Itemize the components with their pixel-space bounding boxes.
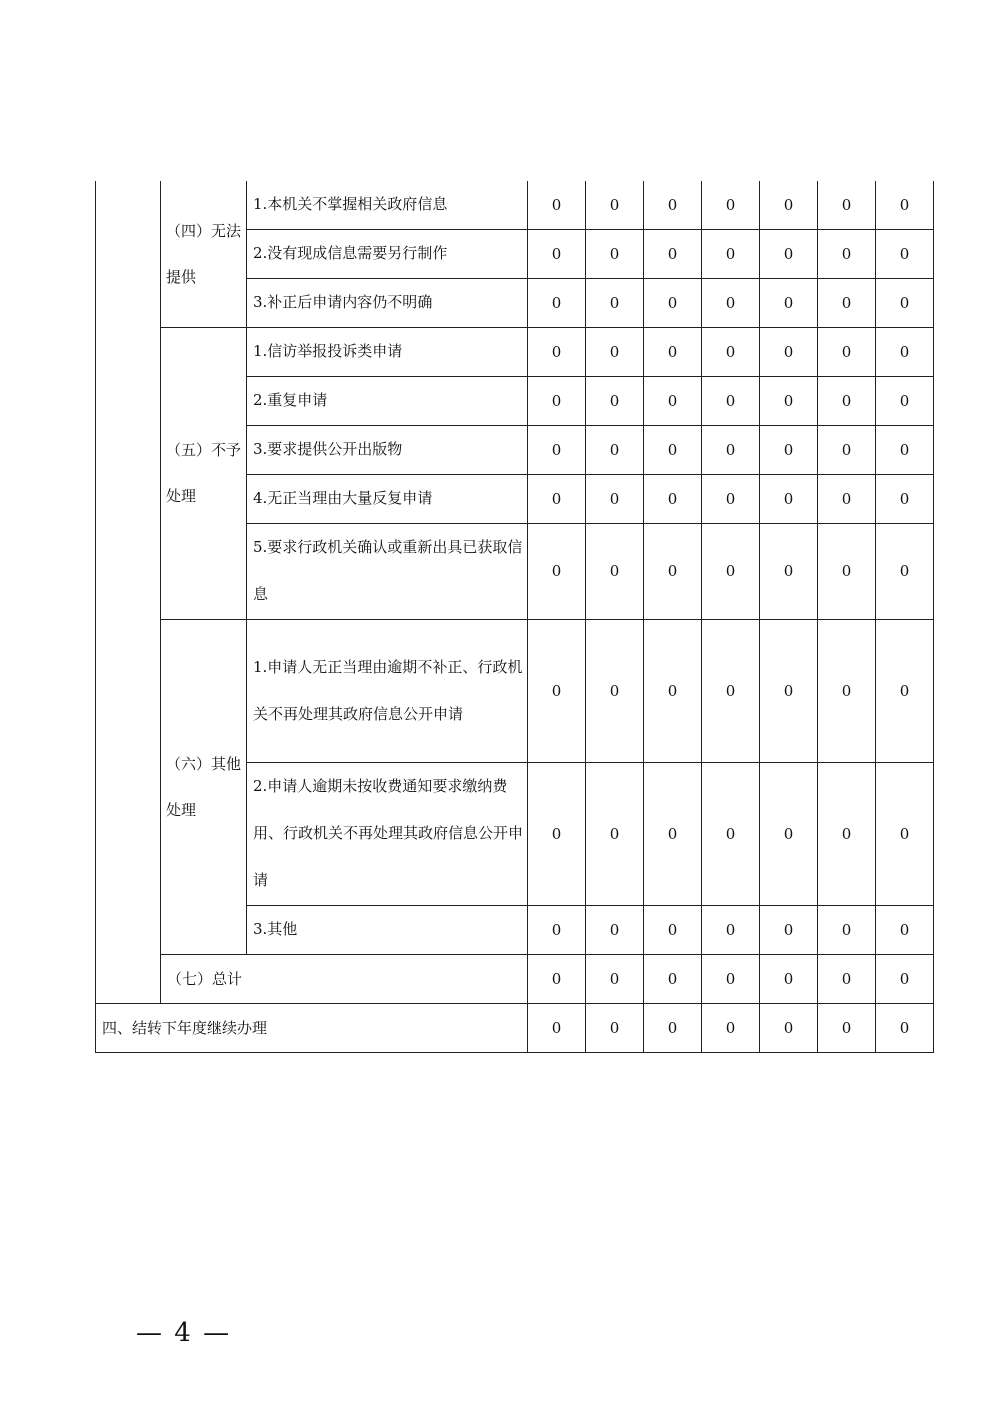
value-cell: 0 (702, 278, 760, 327)
carryover-label: 四、结转下年度继续办理 (96, 1003, 528, 1052)
value-cell: 0 (528, 619, 586, 762)
value-cell: 0 (702, 327, 760, 376)
value-cell: 0 (586, 954, 644, 1003)
value-cell: 0 (876, 181, 934, 229)
value-cell: 0 (760, 376, 818, 425)
value-cell: 0 (644, 474, 702, 523)
value-cell: 0 (818, 1003, 876, 1052)
value-cell: 0 (876, 425, 934, 474)
value-cell: 0 (644, 376, 702, 425)
value-cell: 0 (702, 376, 760, 425)
value-cell: 0 (818, 954, 876, 1003)
value-cell: 0 (586, 229, 644, 278)
value-cell: 0 (876, 954, 934, 1003)
value-cell: 0 (644, 278, 702, 327)
group-label: （四）无法提供 (161, 181, 247, 327)
table-row (96, 619, 934, 762)
value-cell: 0 (876, 278, 934, 327)
value-cell: 0 (644, 905, 702, 954)
value-cell: 0 (760, 619, 818, 762)
value-cell: 0 (760, 523, 818, 619)
value-cell: 0 (760, 229, 818, 278)
page-number: — 4 — (136, 1318, 232, 1348)
value-cell: 0 (528, 376, 586, 425)
value-cell: 0 (528, 1003, 586, 1052)
row-label: 1.申请人无正当理由逾期不补正、行政机关不再处理其政府信息公开申请 (247, 619, 528, 762)
value-cell: 0 (818, 523, 876, 619)
value-cell: 0 (760, 762, 818, 905)
row-label: 3.补正后申请内容仍不明确 (247, 278, 528, 327)
value-cell: 0 (760, 181, 818, 229)
value-cell: 0 (760, 905, 818, 954)
value-cell: 0 (586, 425, 644, 474)
value-cell: 0 (644, 523, 702, 619)
value-cell: 0 (586, 278, 644, 327)
value-cell: 0 (818, 619, 876, 762)
value-cell: 0 (818, 376, 876, 425)
value-cell: 0 (818, 327, 876, 376)
value-cell: 0 (818, 181, 876, 229)
value-cell: 0 (528, 474, 586, 523)
value-cell: 0 (760, 954, 818, 1003)
table-row (96, 181, 934, 229)
value-cell: 0 (644, 181, 702, 229)
value-cell: 0 (876, 762, 934, 905)
row-label: 3.要求提供公开出版物 (247, 425, 528, 474)
value-cell: 0 (528, 327, 586, 376)
value-cell: 0 (702, 523, 760, 619)
value-cell: 0 (644, 619, 702, 762)
value-cell: 0 (702, 229, 760, 278)
value-cell: 0 (586, 376, 644, 425)
value-cell: 0 (876, 327, 934, 376)
value-cell: 0 (876, 229, 934, 278)
value-cell: 0 (760, 474, 818, 523)
value-cell: 0 (644, 762, 702, 905)
statistics-table-body (96, 181, 934, 1052)
value-cell: 0 (876, 1003, 934, 1052)
carryover-row (96, 1003, 934, 1052)
value-cell: 0 (586, 1003, 644, 1052)
section-column-blank (96, 181, 161, 1003)
value-cell: 0 (818, 905, 876, 954)
value-cell: 0 (702, 181, 760, 229)
value-cell: 0 (586, 181, 644, 229)
row-label: 5.要求行政机关确认或重新出具已获取信息 (247, 523, 528, 619)
statistics-table (95, 181, 934, 1053)
value-cell: 0 (586, 905, 644, 954)
value-cell: 0 (818, 474, 876, 523)
value-cell: 0 (760, 425, 818, 474)
value-cell: 0 (760, 327, 818, 376)
value-cell: 0 (586, 327, 644, 376)
value-cell: 0 (586, 619, 644, 762)
value-cell: 0 (876, 376, 934, 425)
group-label: （五）不予处理 (161, 327, 247, 619)
row-label: 1.信访举报投诉类申请 (247, 327, 528, 376)
value-cell: 0 (644, 229, 702, 278)
total-label: （七）总计 (161, 954, 528, 1003)
value-cell: 0 (644, 327, 702, 376)
value-cell: 0 (528, 278, 586, 327)
value-cell: 0 (586, 762, 644, 905)
value-cell: 0 (528, 181, 586, 229)
value-cell: 0 (586, 523, 644, 619)
value-cell: 0 (644, 1003, 702, 1052)
value-cell: 0 (528, 762, 586, 905)
value-cell: 0 (876, 474, 934, 523)
value-cell: 0 (702, 1003, 760, 1052)
value-cell: 0 (876, 619, 934, 762)
value-cell: 0 (760, 1003, 818, 1052)
value-cell: 0 (876, 905, 934, 954)
value-cell: 0 (528, 905, 586, 954)
value-cell: 0 (644, 954, 702, 1003)
row-label: 2.申请人逾期未按收费通知要求缴纳费用、行政机关不再处理其政府信息公开申请 (247, 762, 528, 905)
value-cell: 0 (644, 425, 702, 474)
value-cell: 0 (586, 474, 644, 523)
value-cell: 0 (528, 954, 586, 1003)
row-label: 2.没有现成信息需要另行制作 (247, 229, 528, 278)
value-cell: 0 (818, 229, 876, 278)
value-cell: 0 (528, 425, 586, 474)
value-cell: 0 (528, 523, 586, 619)
table-row (96, 327, 934, 376)
value-cell: 0 (818, 762, 876, 905)
value-cell: 0 (702, 425, 760, 474)
value-cell: 0 (818, 425, 876, 474)
row-label: 1.本机关不掌握相关政府信息 (247, 181, 528, 229)
value-cell: 0 (528, 229, 586, 278)
row-label: 3.其他 (247, 905, 528, 954)
value-cell: 0 (702, 954, 760, 1003)
row-label: 2.重复申请 (247, 376, 528, 425)
value-cell: 0 (702, 619, 760, 762)
value-cell: 0 (702, 905, 760, 954)
total-row (96, 954, 934, 1003)
value-cell: 0 (818, 278, 876, 327)
group-label: （六）其他处理 (161, 619, 247, 954)
value-cell: 0 (760, 278, 818, 327)
value-cell: 0 (702, 762, 760, 905)
value-cell: 0 (876, 523, 934, 619)
value-cell: 0 (702, 474, 760, 523)
row-label: 4.无正当理由大量反复申请 (247, 474, 528, 523)
